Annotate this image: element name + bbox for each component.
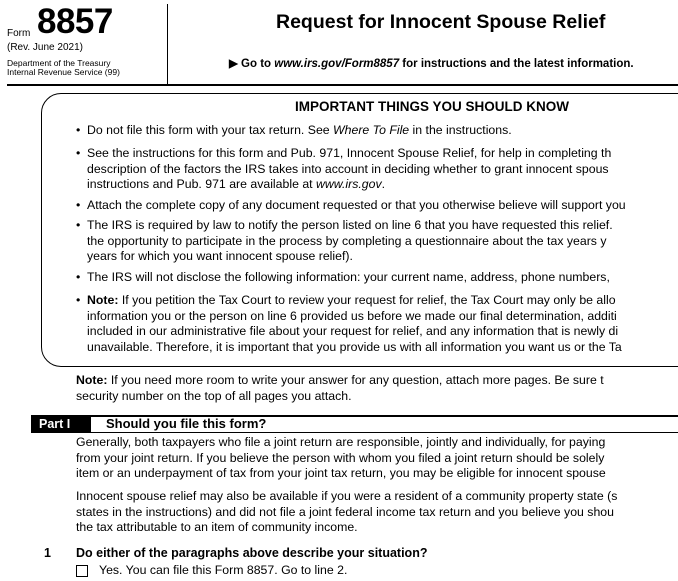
form-word: Form (7, 28, 31, 39)
bullet-icon: • (76, 146, 81, 160)
bullet-text: If you petition the Tax Court to review your request for relief, the Tax Court may only be allo (118, 293, 616, 307)
bullet-text: The IRS will not disclose the following information: your current name, address, phone numbers, (87, 270, 610, 284)
paragraph-text: the tax attributable to an item of community income. (76, 520, 358, 534)
bullet-text: Attach the complete copy of any document requested or that you otherwise believe will support you (87, 198, 626, 212)
paragraph-text: Generally, both taxpayers who file a joint return are responsible, jointly and individually, for paying (76, 435, 606, 449)
bullet-icon: • (76, 270, 81, 284)
goto-prefix: ▶ Go to (229, 58, 275, 70)
department-line-2: Internal Revenue Service (99) (7, 67, 120, 77)
line-number: 1 (44, 546, 51, 560)
header-divider (7, 84, 678, 86)
bullet-text: unavailable. Therefore, it is important that you provide us with all information you want us or the Ta (87, 339, 622, 354)
paragraph-text: states in the instructions) and did not file a joint federal income tax return and you believe you shou (76, 504, 614, 519)
note-label: Note: (76, 373, 108, 387)
note-label: Note: (87, 293, 119, 307)
form-number: 8857 (37, 2, 113, 41)
bullet-text: the opportunity to participate in the process by completing a questionnaire about the tax years y (87, 233, 607, 248)
irs-url-text: www.irs.gov (316, 177, 382, 191)
bullet-text: Do not file this form with your tax return. See (87, 123, 334, 137)
department (7, 59, 120, 77)
bullet-text: years for which you want innocent spouse relief). (87, 249, 353, 263)
form-id-block (7, 4, 168, 84)
yes-checkbox[interactable] (76, 565, 88, 577)
yes-checkbox-label: Yes. You can file this Form 8857. Go to line 2. (99, 563, 348, 577)
part-label: Part I (31, 416, 91, 432)
part1-paragraph-1 (76, 435, 606, 482)
bullet-icon: • (76, 218, 81, 232)
bullet-text: instructions and Pub. 971 are available at (87, 177, 317, 191)
line-question: Do either of the paragraphs above describe your situation? (76, 546, 428, 560)
paragraph-text: item or an underpayment of tax from your joint tax return, you may be eligible for innocent spouse (76, 466, 606, 480)
bullet-text: . (381, 177, 386, 191)
bullet-text: See the instructions for this form and Pub. 971, Innocent Spouse Relief, for help in completing th (87, 146, 612, 160)
note-text: security number on the top of all pages you attach. (76, 388, 352, 403)
bullet-text-italic: Where To File (333, 123, 410, 137)
bullet-icon: • (76, 293, 81, 307)
paragraph-text: from your joint return. If you believe the person with whom you filed a joint return should be solely (76, 450, 605, 465)
revision-date: (Rev. June 2021) (7, 42, 83, 53)
paragraph-text: Innocent spouse relief may also be available if you were a resident of a community property state (s (76, 489, 618, 503)
bullet-icon: • (76, 198, 81, 212)
bullet-icon: • (76, 123, 81, 137)
bullet-text: included in our administrative file about your request for relief, and any information that is newly di (87, 324, 619, 338)
goto-suffix: for instructions and the latest information. (399, 58, 634, 70)
part1-paragraph-2 (76, 489, 617, 536)
bullet-text: description of the factors the IRS takes into account in deciding whether to grant innocent spous (87, 161, 609, 176)
goto-instructions (229, 56, 634, 70)
bullet-text: information you or the person on line 6 provided us before we made our final determination, additi (87, 308, 617, 323)
note-text: If you need more room to write your answer for any question, attach more pages. Be sure t (107, 373, 604, 387)
room-note (76, 373, 604, 404)
bullet-text: in the instructions. (409, 123, 512, 137)
form-title: Request for Innocent Spouse Relief (276, 11, 606, 33)
part-title: Should you file this form? (106, 416, 267, 431)
department-line-1: Department of the Treasury (7, 58, 111, 68)
important-title: IMPORTANT THINGS YOU SHOULD KNOW (295, 99, 569, 114)
bullet-text: The IRS is required by law to notify the person listed on line 6 that you have requested this relief. (87, 218, 613, 232)
goto-url[interactable]: www.irs.gov/Form8857 (274, 58, 400, 70)
part-divider-bottom (31, 432, 678, 433)
